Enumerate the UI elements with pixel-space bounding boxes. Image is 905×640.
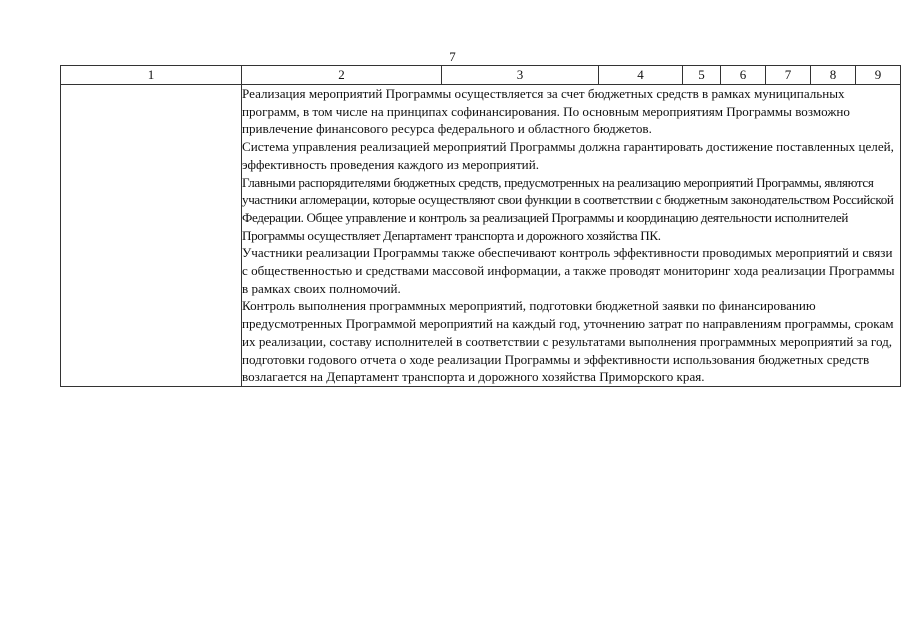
column-header-6: 6: [721, 66, 766, 85]
paragraph-budget-administrators: Главными распорядителями бюджетных средств, предусмотренных на реализацию мероприятий Программы, являются участники агломерации, которые осуществляют свои функции в соответствии с бюджетным законодательством Российской Федерации. Общее управление и контроль за реализацией Программы и координацию деятельности исполнителей Программы осуществляет Департамент транспорта и дорожного хозяйства ПК.: [242, 174, 894, 243]
column-header-7: 7: [766, 66, 811, 85]
column-header-4: 4: [599, 66, 683, 85]
paragraph-control: Контроль выполнения программных мероприятий, подготовки бюджетной заявки по финансированию предусмотренных Программой мероприятий на каждый год, уточнению затрат по направлениям программы, срокам их реализации, составу исполнителей в соответствии с результатами выполнения программных мероприятий за год, подготовки годового отчета о ходе реализации Программы и эффективности использования бюджетных средств возлагается на Департамент транспорта и дорожного хозяйства Приморского края.: [242, 298, 894, 385]
column-header-9: 9: [856, 66, 901, 85]
paragraph-management-system: Система управления реализацией мероприятий Программы должна гарантировать достижение поставленных целей, эффективность проведения каждого из мероприятий.: [242, 139, 894, 172]
table-row: [61, 85, 901, 387]
column-header-5: 5: [683, 66, 721, 85]
program-table: [60, 65, 901, 387]
column-header-3: 3: [442, 66, 599, 85]
column-header-1: 1: [61, 66, 242, 85]
table-header-row: [61, 66, 901, 85]
column-header-8: 8: [811, 66, 856, 85]
column-header-2: 2: [242, 66, 442, 85]
page-number: 7: [449, 49, 456, 64]
program-text-cell: [242, 85, 901, 387]
column-1-cell: [61, 85, 242, 387]
paragraph-financing: Реализация мероприятий Программы осуществляется за счет бюджетных средств в рамках муниципальных программ, в том числе на принципах софинансирования. По основным мероприятиям Программы возможно привлечение финансового ресурса федерального и областного бюджетов.: [242, 86, 850, 137]
paragraph-participants: Участники реализации Программы также обеспечивают контроль эффективности проводимых мероприятий и связи с общественностью и средствами массовой информации, а также проводят мониторинг хода реализации Программы в рамках своих полномочий.: [242, 245, 895, 296]
